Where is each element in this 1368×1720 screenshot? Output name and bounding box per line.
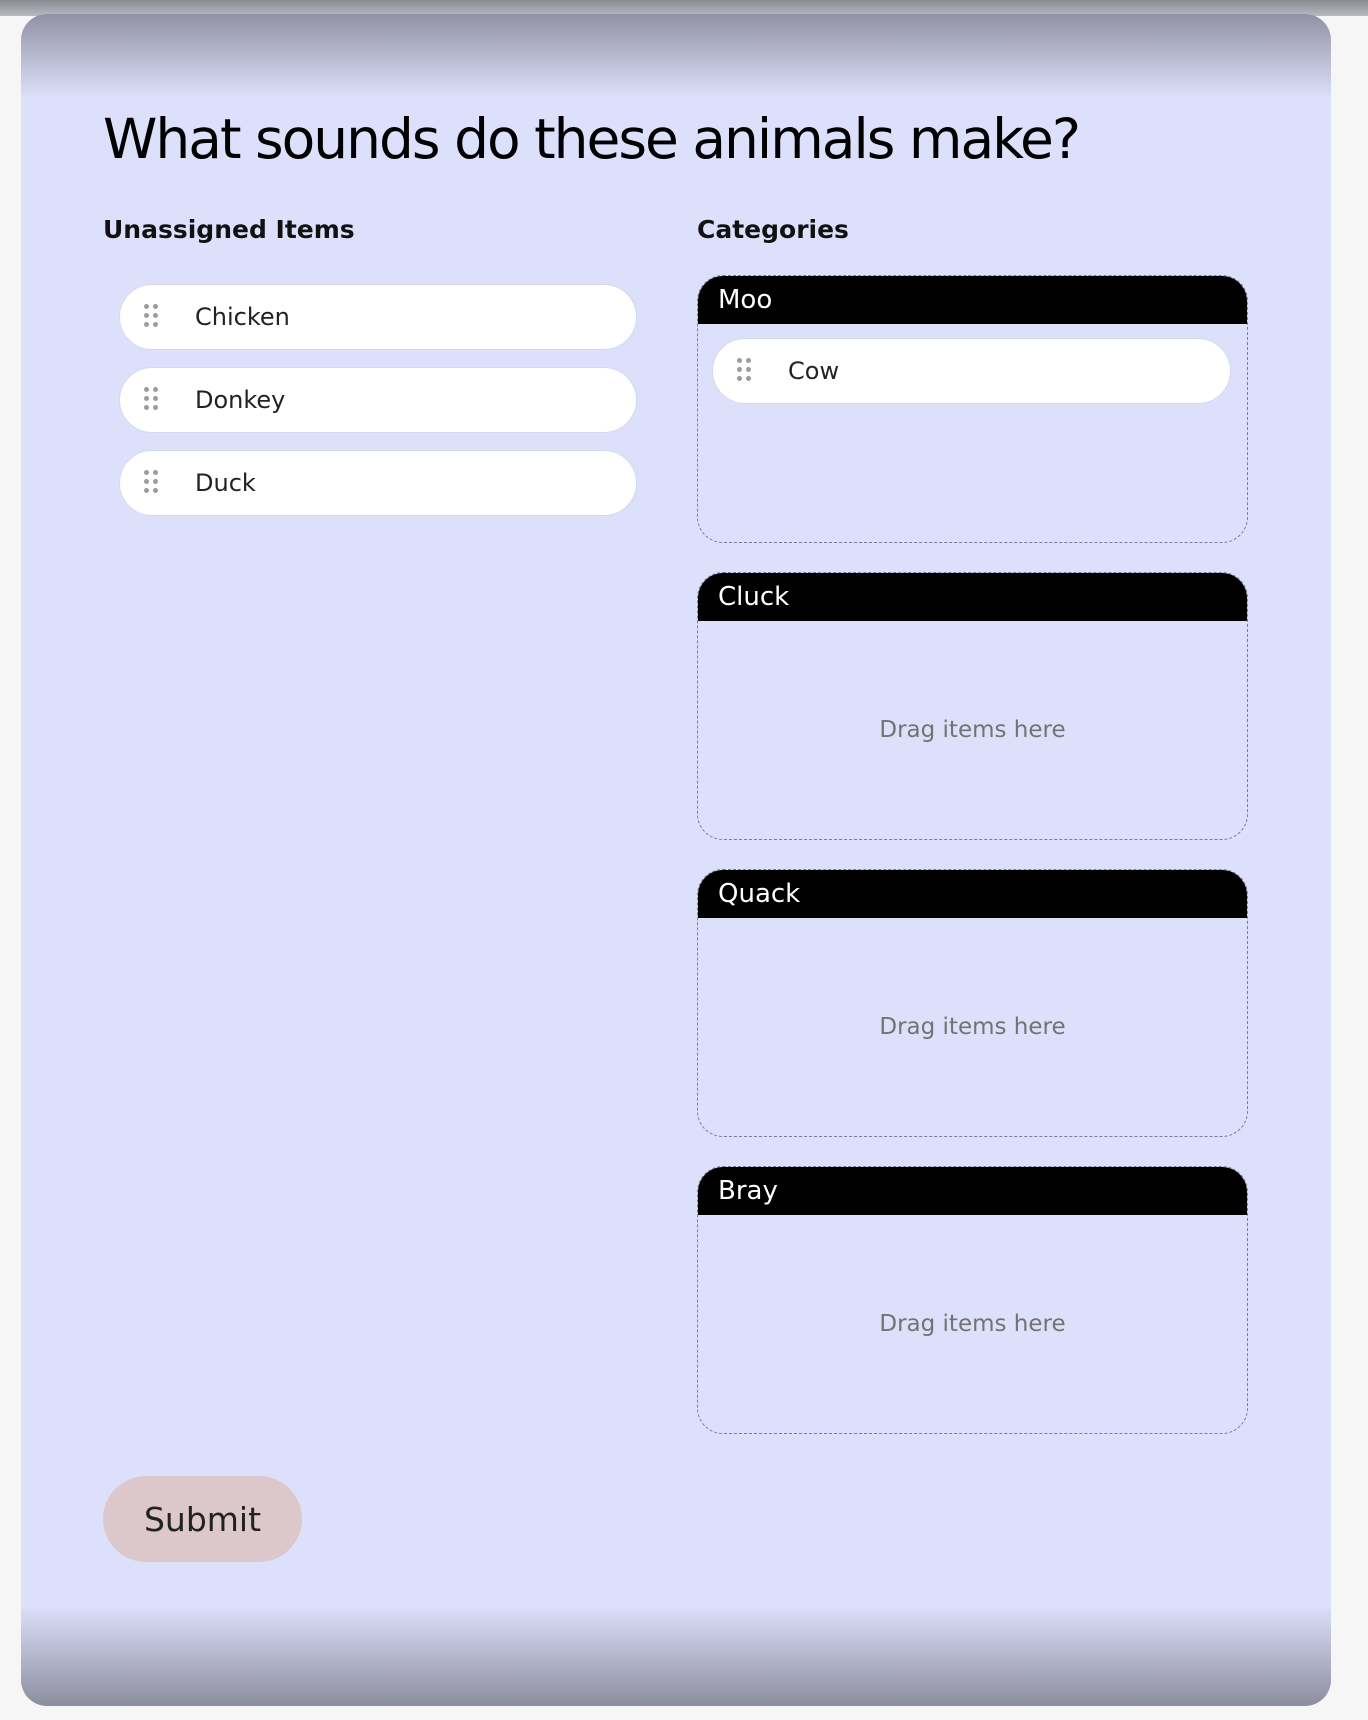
- drag-handle-icon[interactable]: [144, 387, 158, 413]
- submit-button[interactable]: Submit: [103, 1476, 302, 1562]
- category-header-cluck: Cluck: [698, 573, 1247, 621]
- category-header-moo: Moo: [698, 276, 1247, 324]
- item-label: Chicken: [195, 303, 290, 331]
- drag-handle-icon[interactable]: [144, 304, 158, 330]
- dropzone-placeholder: Drag items here: [879, 717, 1066, 743]
- category-header-quack: Quack: [698, 870, 1247, 918]
- quiz-card: [21, 14, 1331, 1706]
- page-title: What sounds do these animals make?: [103, 107, 1080, 171]
- top-shade: [21, 14, 1331, 98]
- category-dropzone-cluck[interactable]: [697, 572, 1248, 840]
- dropzone-placeholder: Drag items here: [879, 1311, 1066, 1337]
- category-dropzone-moo[interactable]: [697, 275, 1248, 543]
- category-header-bray: Bray: [698, 1167, 1247, 1215]
- draggable-item-cow[interactable]: [712, 338, 1231, 404]
- drag-handle-icon[interactable]: [737, 358, 751, 384]
- category-dropzone-quack[interactable]: [697, 869, 1248, 1137]
- item-label: Duck: [195, 469, 256, 497]
- draggable-item-donkey[interactable]: [119, 367, 637, 433]
- categories-heading: Categories: [697, 215, 849, 244]
- unassigned-items-heading: Unassigned Items: [103, 215, 355, 244]
- item-label: Cow: [788, 357, 840, 385]
- draggable-item-chicken[interactable]: [119, 284, 637, 350]
- dropzone-placeholder: Drag items here: [879, 1014, 1066, 1040]
- draggable-item-duck[interactable]: [119, 450, 637, 516]
- drag-handle-icon[interactable]: [144, 470, 158, 496]
- bottom-shade: [21, 1606, 1331, 1706]
- item-label: Donkey: [195, 386, 286, 414]
- category-dropzone-bray[interactable]: [697, 1166, 1248, 1434]
